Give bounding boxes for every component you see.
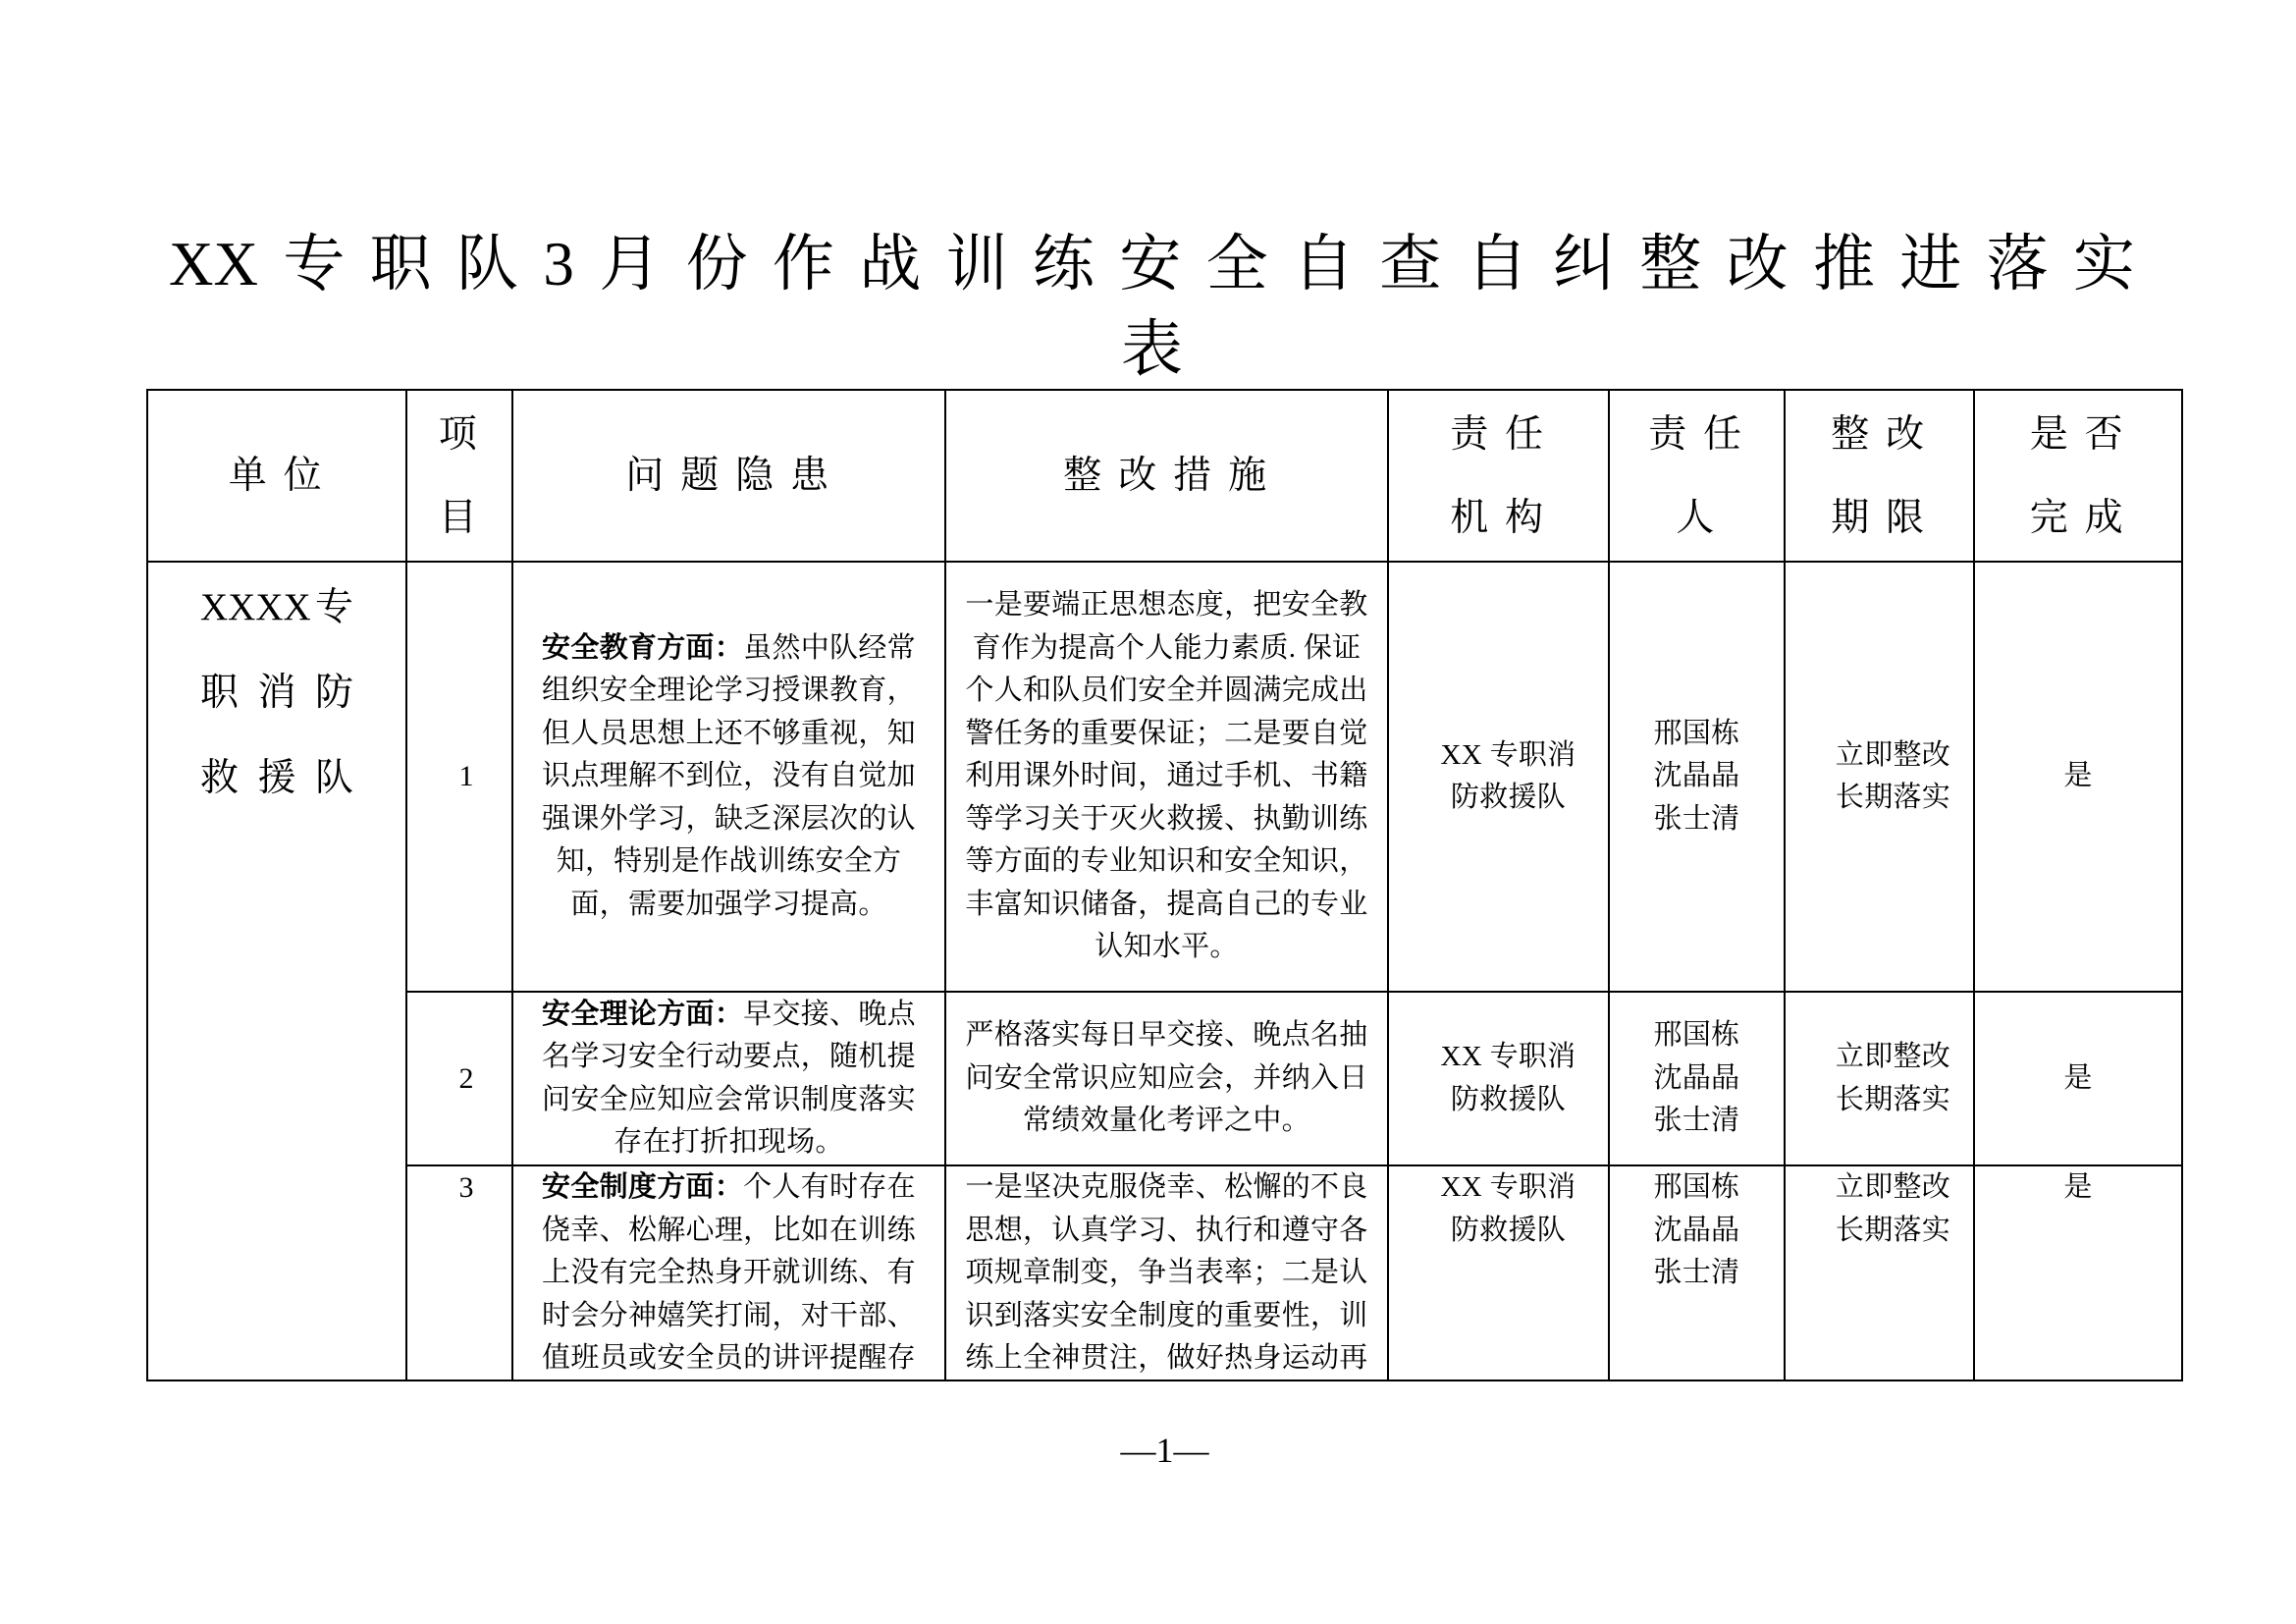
row-2-org xyxy=(1389,993,1610,1166)
row-3-org-line-2: 防救援队 xyxy=(1450,1214,1567,1246)
title-line-1: XX专职队3月份作战训练安全自查自纠整改推进落实 xyxy=(169,230,2135,298)
header-org-line-1: 责 任 xyxy=(1450,412,1547,456)
row-3-person-3: 张士清 xyxy=(1653,1257,1740,1288)
row-2-deadline-line-1: 立即整改 xyxy=(1835,1041,1951,1072)
row-2-problem-text: 早交接、晚点名学习安全行动要点，随机提问安全应知应会常识制度落实存在打折扣现场。 xyxy=(542,998,916,1158)
header-person-line-1: 责 任 xyxy=(1648,412,1745,456)
row-2-person xyxy=(1610,993,1786,1166)
row-2-person-3: 张士清 xyxy=(1653,1105,1740,1137)
row-2-org-line-1: XX 专职消 xyxy=(1440,1041,1576,1072)
row-3-measure-text: 一是坚决克服侥幸、松懈的不良思想，认真学习、执行和遵守各项规章制变，争当表率；二是认识到落实安全制度的重要性，训练上全神贯注，做好热身运动再 xyxy=(965,1171,1368,1374)
row-3-deadline xyxy=(1786,1166,1975,1381)
row-2-org-line-2: 防救援队 xyxy=(1450,1083,1567,1115)
header-problem xyxy=(513,391,946,563)
header-deadline xyxy=(1786,391,1975,563)
header-unit xyxy=(148,391,407,563)
unit-line-2: 职消防 xyxy=(200,672,353,714)
row-1-problem-label: 安全教育方面： xyxy=(542,631,744,664)
row-2-deadline-line-2: 长期落实 xyxy=(1835,1083,1951,1115)
row-2-problem-label: 安全理论方面： xyxy=(542,998,744,1030)
document-title xyxy=(169,222,2135,393)
row-3-deadline-line-1: 立即整改 xyxy=(1835,1171,1951,1203)
row-1-org xyxy=(1389,563,1610,993)
header-person-line-2: 人 xyxy=(1676,496,1718,539)
header-measure-label: 整 改 措 施 xyxy=(1063,455,1270,497)
row-2-problem xyxy=(513,993,946,1166)
header-item-line-2: 目 xyxy=(438,496,481,539)
header-problem-label: 问 题 隐 患 xyxy=(625,455,832,497)
row-3-item-number: 3 xyxy=(407,1166,513,1381)
row-3-deadline-line-2: 长期落实 xyxy=(1835,1214,1951,1246)
row-1-item-number: 1 xyxy=(407,563,513,993)
row-1-measure-text: 一是要端正思想态度，把安全教育作为提高个人能力素质. 保证个人和队员们安全并圆满完成出警任务的重要保证；二是要自觉利用课外时间，通过手机、书籍等学习关于灭火救援、执勤训练等方面的专业知识和安全知识，丰富知识储备，提高自己的专业认知水平。 xyxy=(965,589,1368,963)
row-3-problem xyxy=(513,1166,946,1381)
header-person xyxy=(1610,391,1786,563)
row-3-done: 是 xyxy=(1975,1166,2183,1381)
header-done-line-1: 是 否 xyxy=(2029,412,2127,456)
header-unit-label: 单 位 xyxy=(228,455,326,497)
header-deadline-line-2: 期 限 xyxy=(1831,496,1928,539)
row-1-deadline-line-2: 长期落实 xyxy=(1835,782,1951,813)
row-1-problem xyxy=(513,563,946,993)
row-3-person xyxy=(1610,1166,1786,1381)
row-2-measure xyxy=(946,993,1389,1166)
unit-line-1: XXXX专 xyxy=(200,586,353,628)
header-org xyxy=(1389,391,1610,563)
row-1-person-1: 邢国栋 xyxy=(1653,717,1740,749)
row-1-done: 是 xyxy=(1975,563,2183,993)
page-number: —1— xyxy=(1120,1431,1209,1470)
row-3-org-line-1: XX 专职消 xyxy=(1440,1171,1576,1203)
row-1-person-3: 张士清 xyxy=(1653,802,1740,835)
header-done-line-2: 完 成 xyxy=(2029,496,2127,539)
row-1-deadline-line-1: 立即整改 xyxy=(1835,738,1951,771)
row-1-deadline xyxy=(1786,563,1975,993)
header-deadline-line-1: 整 改 xyxy=(1831,412,1928,456)
row-1-person-2: 沈晶晶 xyxy=(1653,760,1740,792)
unit-line-3: 救援队 xyxy=(200,757,353,799)
row-3-problem-label: 安全制度方面： xyxy=(542,1171,744,1203)
row-1-measure xyxy=(946,563,1389,993)
rectification-table xyxy=(146,389,2183,1381)
header-done xyxy=(1975,391,2183,563)
header-item-line-1: 项 xyxy=(438,412,481,456)
header-item xyxy=(407,391,513,563)
row-2-item-number: 2 xyxy=(407,993,513,1166)
row-1-org-line-1: XX 专职消 xyxy=(1440,738,1576,771)
row-1-problem-text: 虽然中队经常组织安全理论学习授课教育，但人员思想上还不够重视，知识点理解不到位，没有自觉加强课外学习，缺乏深层次的认知，特别是作战训练安全方面，需要加强学习提高。 xyxy=(542,631,916,920)
row-2-measure-text: 严格落实每日早交接、晚点名抽问安全常识应知应会，并纳入日常绩效量化考评之中。 xyxy=(965,1019,1368,1137)
row-3-org xyxy=(1389,1166,1610,1381)
row-3-person-2: 沈晶晶 xyxy=(1653,1214,1740,1246)
title-line-2: 表 xyxy=(1121,315,1183,384)
row-3-problem-text: 个人有时存在侥幸、松解心理，比如在训练上没有完全热身开就训练、有时会分神嬉笑打闹，对干部、值班员或安全员的讲评提醒存 xyxy=(542,1171,916,1374)
row-2-deadline xyxy=(1786,993,1975,1166)
row-1-person xyxy=(1610,563,1786,993)
row-2-person-2: 沈晶晶 xyxy=(1653,1061,1740,1094)
row-3-measure xyxy=(946,1166,1389,1381)
header-org-line-2: 机 构 xyxy=(1450,496,1547,539)
header-measure xyxy=(946,391,1389,563)
row-3-person-1: 邢国栋 xyxy=(1653,1171,1740,1203)
row-1-org-line-2: 防救援队 xyxy=(1450,782,1567,813)
row-2-done: 是 xyxy=(1975,993,2183,1166)
unit-cell xyxy=(148,563,407,1381)
row-2-person-1: 邢国栋 xyxy=(1653,1019,1740,1052)
